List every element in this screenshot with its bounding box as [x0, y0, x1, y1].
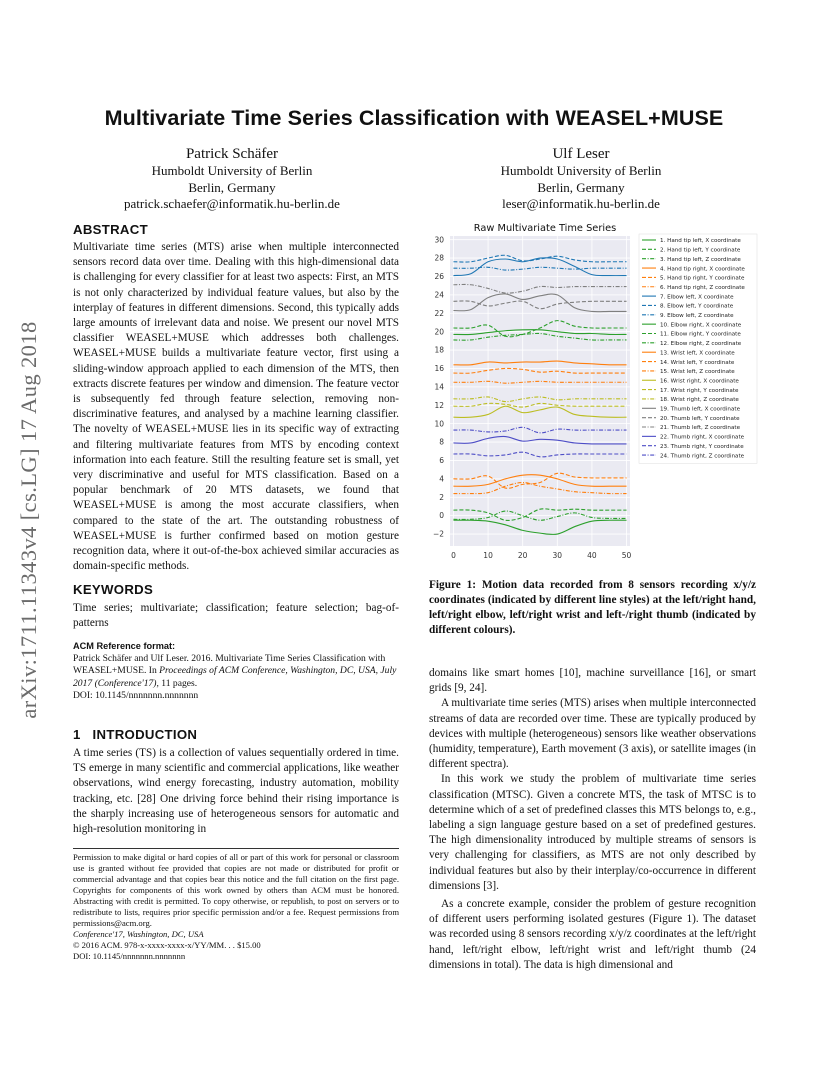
intro-paragraph-1-continued: domains like smart homes [10], machine surveillance [16], or smart grids [9, 24].: [429, 667, 756, 695]
y-tick-label: 4: [439, 474, 444, 484]
arxiv-sidebar: [2, 280, 56, 760]
legend-entry: 3. Hand tip left, Z coordinate: [660, 256, 741, 263]
section-number: 1: [73, 727, 81, 742]
plot-area: [450, 236, 630, 546]
intro-paragraph-1: A time series (TS) is a collection of values sequentially ordered in time. TS emerge in many scientific and commercial applications, like weather observations, wind energy forecasting, industry automation, mobility tracking, etc. [28] One driving force behind their rising importance is the sharply increasing use of heterogeneous sensors for automatic and high-resolution monitoring in: [73, 747, 399, 836]
legend-entry: 10. Elbow right, X coordinate: [660, 322, 742, 329]
acm-reference-citation: [73, 653, 399, 690]
x-tick-label: 20: [517, 551, 528, 560]
y-tick-label: 8: [439, 437, 444, 447]
y-tick-label: 2: [439, 492, 444, 502]
acm-reference-doi: DOI: 10.1145/nnnnnnn.nnnnnnn: [73, 689, 199, 701]
y-tick-label: 12: [434, 400, 444, 410]
paper-title: Multivariate Time Series Classification with WEASEL+MUSE: [104, 106, 724, 130]
author-affiliation: Humboldt University of Berlin: [500, 163, 662, 178]
y-tick-label: 24: [434, 290, 444, 300]
copyright-line: © 2016 ACM. 978-x-xxxx-xxxx-x/YY/MM. . . $15.00: [73, 940, 261, 950]
permission-text: Permission to make digital or hard copies of all or part of this work for personal or classroom use is granted without fee provided that copies are not made or distributed for profit or commercial advantage and that copies bear this notice and the full citation on the first page. Copyrights for components of this work owned by others than ACM must be honored. Abstracting with credit is permitted. To copy otherwise, or republish, to post on servers or to redistribute to lists, requires prior specific permission and/or a fee. Request permissions from permissions@acm.org.: [73, 852, 399, 928]
y-tick-label: 6: [439, 456, 444, 466]
legend-entry: 12. Elbow right, Z coordinate: [660, 341, 742, 348]
abstract-heading: ABSTRACT: [73, 222, 148, 237]
legend-entry: 9. Elbow left, Z coordinate: [660, 313, 734, 319]
legend-entry: 5. Hand tip right, Y coordinate: [660, 275, 745, 282]
legend-entry: 14. Wrist left, Y coordinate: [660, 359, 735, 366]
legend-entry: 11. Elbow right, Y coordinate: [660, 331, 741, 338]
author-affiliation: Humboldt University of Berlin: [151, 163, 313, 178]
y-tick-label: −2: [432, 529, 444, 539]
author-name: Ulf Leser: [552, 146, 610, 162]
legend-entry: 7. Elbow left, X coordinate: [660, 294, 734, 301]
section-title: INTRODUCTION: [92, 727, 198, 742]
keywords-paragraph: Time series; multivariate; classification; feature selection; bag-of-patterns: [73, 602, 399, 630]
y-tick-label: 28: [434, 253, 444, 263]
conference-line: Conference'17, Washington, DC, USA: [73, 929, 204, 939]
y-tick-label: 20: [434, 327, 444, 337]
y-tick-label: 16: [434, 364, 444, 374]
intro-text-right: [429, 666, 756, 973]
arxiv-identifier[interactable]: arXiv:1711.11343v4 [cs.LG] 17 Aug 2018: [16, 321, 41, 719]
y-tick-label: 18: [434, 345, 444, 355]
y-tick-label: 0: [439, 511, 444, 521]
legend-entry: 2. Hand tip left, Y coordinate: [660, 247, 741, 254]
x-tick-label: 30: [552, 551, 563, 560]
x-tick-label: 10: [483, 551, 493, 560]
intro-paragraph-2: A multivariate time series (MTS) arises when multiple interconnected streams of data are recorded over time. These are typically produced by devices with multiple (heterogeneous) sensors like weather observations (humidity, temperature), Earth movement (3 axis), or satellite images (in different spectra).: [429, 697, 756, 771]
acm-citation-text: Patrick Schäfer and Ulf Leser. 2016. Multivariate Time Series Classification with WEASEL+MUSE. In: [73, 653, 386, 677]
legend-entry: 16. Wrist right, X coordinate: [660, 378, 739, 385]
figure-caption: Figure 1: Motion data recorded from 8 sensors recording x/y/z coordinates (indicated by different line styles) at the left/right hand, left/right elbow, left/right wrist and left-/right thumb (indicated by different colours).: [429, 579, 756, 636]
figure-1-chart: [420, 218, 760, 566]
legend-entry: 4. Hand tip right, X coordinate: [660, 266, 745, 273]
legend-entry: 1. Hand tip left, X coordinate: [660, 238, 741, 245]
keywords-text: [73, 601, 399, 631]
legend-entry: 6. Hand tip right, Z coordinate: [660, 284, 745, 291]
legend-entry: 23. Thumb right, Y coordinate: [660, 443, 744, 450]
author-block-2: [421, 145, 741, 213]
legend-entry: 13. Wrist left, X coordinate: [660, 350, 735, 357]
author-location: Berlin, Germany: [188, 179, 276, 195]
y-tick-label: 30: [434, 235, 444, 245]
y-tick-label: 14: [434, 382, 444, 392]
intro-paragraph-3: In this work we study the problem of multivariate time series classification (MTSC). Given a concrete MTS, the task of MTSC is to determine which of a set of predefined classes this MTS belongs to, e.g., labeling a sign language gesture based on a set of predefined gestures. The high dimensionality introduced by multiple streams of sensors is very challenging for classifiers, as MTS are not only described by individual features but also by their interplay/co-occurrence in different dimensions [3].: [429, 773, 756, 892]
intro-heading: [73, 727, 197, 742]
legend-entry: 15. Wrist left, Z coordinate: [660, 369, 735, 376]
legend-entry: 18. Wrist right, Z coordinate: [660, 397, 739, 404]
y-tick-label: 22: [434, 308, 444, 318]
legend-entry: 24. Thumb right, Z coordinate: [660, 453, 745, 460]
legend-entry: 20. Thumb left, Y coordinate: [660, 415, 740, 422]
footnote-rule: [73, 848, 399, 849]
y-tick-label: 10: [434, 419, 444, 429]
permission-doi: DOI: 10.1145/nnnnnnn.nnnnnnn: [73, 951, 186, 961]
acm-citation-venue: Proceedings of ACM Conference, Washington, DC, USA, July 2017 (Conference'17),: [73, 665, 397, 689]
legend-entry: 8. Elbow left, Y coordinate: [660, 303, 734, 310]
x-tick-label: 50: [621, 551, 632, 560]
x-tick-label: 0: [451, 551, 456, 560]
author-name: Patrick Schäfer: [185, 146, 279, 162]
author-email[interactable]: leser@informatik.hu-berlin.de: [502, 196, 660, 211]
intro-text-left: [73, 746, 399, 837]
keywords-heading: KEYWORDS: [73, 582, 154, 597]
acm-citation-pages: 11 pages.: [158, 677, 198, 689]
author-block-1: [72, 145, 392, 213]
legend-entry: 17. Wrist right, Y coordinate: [660, 387, 739, 394]
acm-reference: [73, 640, 399, 702]
abstract-text: [73, 240, 399, 574]
abstract-paragraph: Multivariate time series (MTS) arise when multiple interconnected sensors record data over time. Dealing with this high-dimensional data is challenging for every classifier for at least two aspects: First, an MTS is not only characterized by individual feature values, but also by the interplay of features in different dimensions. Second, this typically adds large amounts of irrelevant data and noise. We present our novel MTS classifier WEASEL+MUSE which addresses both challenges. WEASEL+MUSE builds a multivariate feature vector, first using a sliding-window approach applied to each dimension of the MTS, then extracts discrete features per window and dimension. The feature vector is subsequently fed through feature selection, removing non-discriminative features, and analysed by a machine learning classifier. The novelty of WEASEL+MUSE lies in its specific way of extracting and filtering multivariate features from MTS by encoding context information into each feature. Still the resulting feature set is small, yet very discriminative and useful for MTS classification. Based on a popular benchmark of 20 MTS datasets, we found that WEASEL+MUSE is among the most accurate classifiers, when compared to the state of the art. The outstanding robustness of WEASEL+MUSE is further confirmed based on motion gesture recognition data, where it out-of-the-box achieved similar accuracies as domain-specific methods.: [73, 241, 399, 573]
author-email[interactable]: patrick.schaefer@informatik.hu-berlin.de: [124, 196, 340, 211]
permission-notice: [73, 852, 399, 962]
x-tick-label: 40: [587, 551, 597, 560]
legend-entry: 19. Thumb left, X coordinate: [660, 406, 741, 413]
chart-title: Raw Multivariate Time Series: [473, 223, 617, 234]
intro-paragraph-4: As a concrete example, consider the problem of gesture recognition of different users performing isolated gestures (Figure 1). The dataset was recorded using 8 sensors recording x/y/z coordinates at the left/right hand, left/right elbow, left/right wrist and left/right thumb (24 dimensions in total). The data is high dimensional and: [429, 898, 756, 971]
author-location: Berlin, Germany: [537, 179, 625, 195]
legend-entry: 21. Thumb left, Z coordinate: [660, 425, 741, 432]
y-tick-label: 26: [434, 272, 444, 282]
legend-entry: 22. Thumb right, X coordinate: [660, 434, 745, 441]
acm-reference-heading: ACM Reference format:: [73, 641, 176, 651]
